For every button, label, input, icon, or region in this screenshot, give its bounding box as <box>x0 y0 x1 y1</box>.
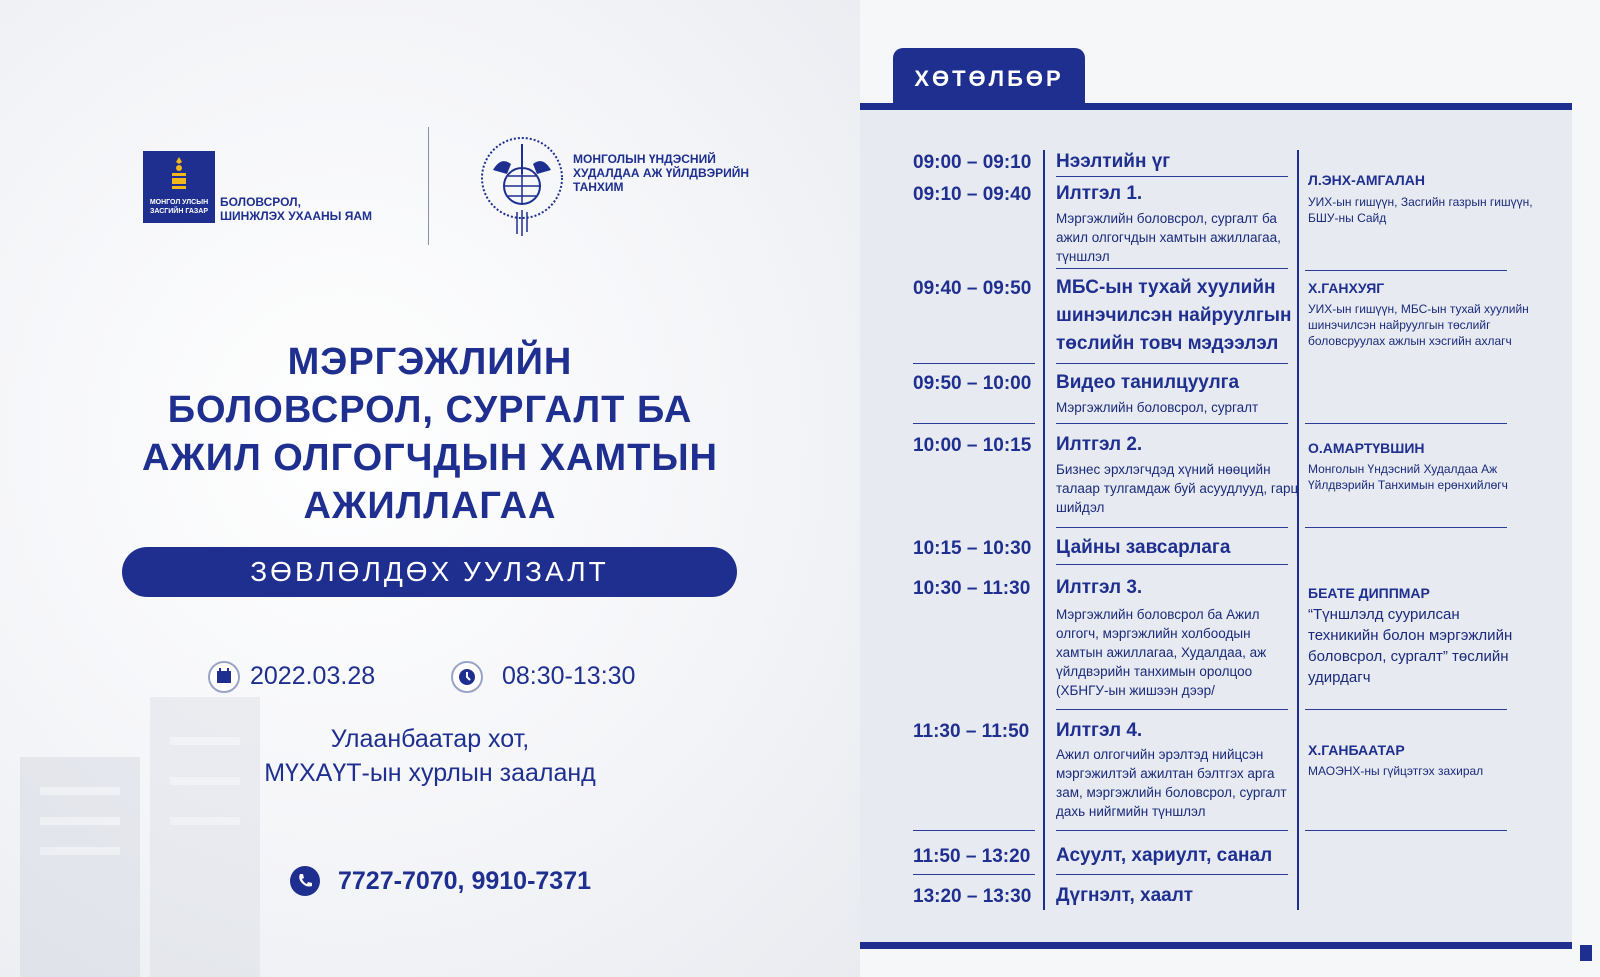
contact-phone: 7727-7070, 9910-7371 <box>338 867 592 895</box>
session-time: 09:10 – 09:40 <box>913 184 1032 205</box>
session-title: Илтгэл 3. <box>1056 577 1143 598</box>
chamber-seal-icon <box>477 130 567 238</box>
session-desc: Мэргэжлийн боловсрол, сургалт <box>1056 400 1259 415</box>
panel-corner-mark <box>1580 945 1592 961</box>
event-subtitle-banner: ЗӨВЛӨЛДӨХ УУЛЗАЛТ <box>122 547 737 597</box>
speaker-rule <box>1305 830 1507 831</box>
row-rule <box>1056 527 1288 528</box>
calendar-icon <box>208 661 240 693</box>
government-logo-line1: МОНГОЛ УЛСЫН <box>149 199 209 206</box>
column-divider-left <box>1043 150 1045 910</box>
row-rule <box>913 423 1035 424</box>
session-desc: Ажил олгогчийн эрэлтэд нийцсэн мэргэжилтэй ажилтан бэлтгэх арга зам, мэргэжлийн боловсрол, сургалт дахь нийгмийн түншлэл <box>1056 747 1287 819</box>
speaker-rule <box>1305 709 1507 710</box>
speaker-name: БЕАТЕ ДИППМАР <box>1308 585 1430 601</box>
session-time: 11:50 – 13:20 <box>913 846 1031 867</box>
clock-icon <box>451 661 483 693</box>
row-rule <box>1056 830 1288 831</box>
speaker-rule <box>1305 423 1507 424</box>
event-time: 08:30-13:30 <box>502 662 636 690</box>
session-time: 11:30 – 11:50 <box>913 721 1030 742</box>
ministry-name: БОЛОВСРОЛ, ШИНЖЛЭХ УХААНЫ ЯАМ <box>220 195 373 223</box>
session-time: 13:20 – 13:30 <box>913 886 1032 907</box>
speaker-name: Х.ГАНХУЯГ <box>1308 280 1385 296</box>
speaker-role: “Түншлэлд суурилсан техникийн болон мэргэжлийн боловсрол, сургалт” төслийн удирдагч <box>1308 606 1513 686</box>
row-rule <box>913 874 1035 875</box>
event-date: 2022.03.28 <box>250 662 376 690</box>
row-rule <box>913 363 1035 364</box>
speaker-role: Монголын Үндэсний Худалдаа Аж Үйлдвэрийн Танхимын ерөнхийлөгч <box>1308 462 1508 492</box>
row-rule <box>1056 564 1288 565</box>
session-time: 09:40 – 09:50 <box>913 278 1032 299</box>
speaker-role: МАОЭНХ-ны гүйцэтгэх захирал <box>1308 764 1484 778</box>
row-rule <box>1056 423 1288 424</box>
speaker-rule <box>1305 270 1507 271</box>
logo-divider <box>428 127 429 245</box>
session-title: Нээлтийн үг <box>1056 151 1171 172</box>
panel-bottom-bar <box>860 942 1572 949</box>
session-title: Асуулт, хариулт, санал <box>1056 845 1273 866</box>
panel-top-bar <box>860 103 1572 110</box>
speaker-role: УИХ-ын гишүүн, МБС-ын тухай хуулийн шинэчилсэн найруулгын төслийг боловсруулах ажлын хэсгийн ахлагч <box>1308 302 1529 348</box>
event-venue: Улаанбаатар хот, МҮХАҮТ-ын хурлын зааланд <box>264 725 596 787</box>
row-rule <box>1056 176 1288 177</box>
session-title: МБС-ын тухай хуулийн шинэчилсэн найруулгын төслийн товч мэдээлэл <box>1056 277 1292 354</box>
session-desc: Мэргэжлийн боловсрол, сургалт ба ажил олгогчдын хамтын ажиллагаа, түншлэл <box>1056 211 1281 264</box>
session-desc: Бизнес эрхлэгчдэд хүний нөөцийн талаар тулгамдаж буй асуудлууд, гарц шийдэл <box>1056 462 1299 515</box>
row-rule <box>1056 363 1288 364</box>
row-rule <box>1056 268 1288 269</box>
speaker-name: О.АМАРТҮВШИН <box>1308 440 1425 456</box>
government-logo <box>143 151 215 223</box>
session-title: Видео танилцуулга <box>1056 372 1240 393</box>
speaker-rule <box>1305 527 1507 528</box>
session-title: Илтгэл 2. <box>1056 434 1143 455</box>
session-time: 10:15 – 10:30 <box>913 538 1032 559</box>
row-rule <box>1056 709 1288 710</box>
session-desc: Мэргэжлийн боловсрол ба Ажил олгогч, мэргэжлийн холбоодын хамтын ажиллагаа, Худалдаа, аж үйлдвэрийн танхимын оролцоо (ХБНГУ-ын жишээн дээр/ <box>1056 607 1267 698</box>
speaker-role: УИХ-ын гишүүн, Засгийн газрын гишүүн, БШУ-ны Сайд <box>1308 195 1533 225</box>
session-title: Илтгэл 4. <box>1056 720 1143 741</box>
session-title: Илтгэл 1. <box>1056 183 1143 204</box>
session-time: 09:50 – 10:00 <box>913 373 1032 394</box>
chamber-name: МОНГОЛЫН ҮНДЭСНИЙ ХУДАЛДАА АЖ ҮЙЛДВЭРИЙН ТАНХИМ <box>573 152 750 194</box>
soyombo-emblem-icon <box>170 157 188 193</box>
session-title: Цайны завсарлага <box>1056 537 1231 558</box>
government-logo-line2: ЗАСГИЙН ГАЗАР <box>149 208 209 215</box>
row-rule <box>1056 874 1288 875</box>
program-tab: ХӨТӨЛБӨР <box>893 48 1085 106</box>
speaker-name: Л.ЭНХ-АМГАЛАН <box>1308 172 1425 188</box>
session-time: 10:30 – 11:30 <box>913 578 1031 599</box>
session-time: 10:00 – 10:15 <box>913 435 1032 456</box>
phone-icon <box>290 866 320 896</box>
row-rule <box>913 830 1035 831</box>
session-time: 09:00 – 09:10 <box>913 152 1032 173</box>
session-title: Дүгнэлт, хаалт <box>1056 885 1194 906</box>
event-title: МЭРГЭЖЛИЙН БОЛОВСРОЛ, СУРГАЛТ БА АЖИЛ ОЛГОГЧДЫН ХАМТЫН АЖИЛЛАГАА <box>141 341 718 527</box>
speaker-name: Х.ГАНБААТАР <box>1308 742 1405 758</box>
